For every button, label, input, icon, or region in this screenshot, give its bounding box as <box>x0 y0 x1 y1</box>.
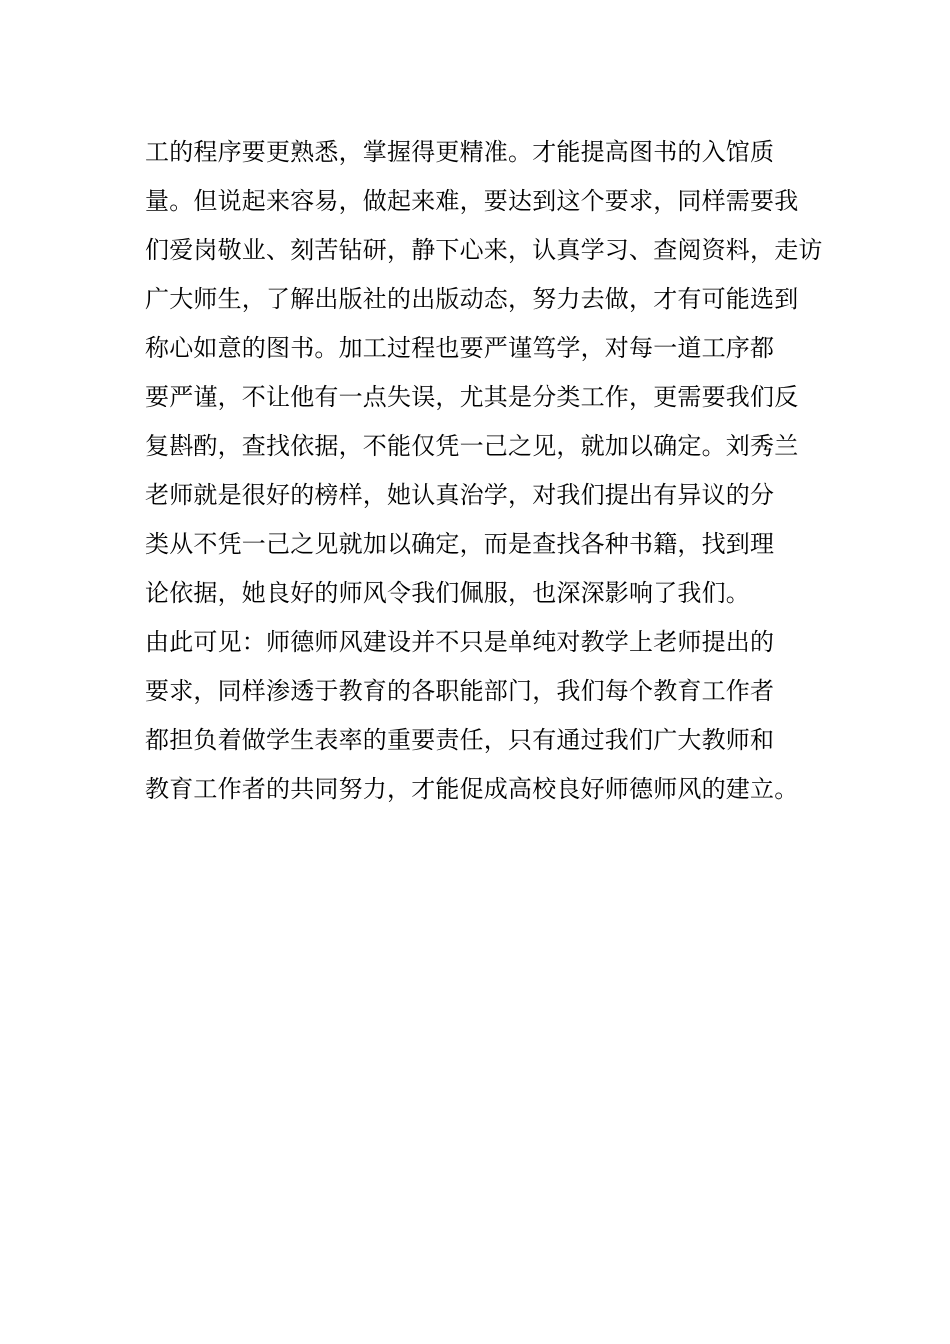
body-text <box>145 128 865 814</box>
text-line: 量。但说起来容易，做起来难，要达到这个要求，同样需要我 <box>145 187 799 215</box>
text-line: 由此可见：师德师风建设并不只是单纯对教学上老师提出的 <box>145 628 775 656</box>
paragraph-1 <box>145 128 865 618</box>
text-line: 都担负着做学生表率的重要责任，只有通过我们广大教师和 <box>145 726 775 754</box>
text-line: 类从不凭一己之见就加以确定，而是查找各种书籍，找到理 <box>145 530 775 558</box>
text-line: 广大师生，了解出版社的出版动态，努力去做，才有可能选到 <box>145 285 799 313</box>
text-line: 论依据，她良好的师风令我们佩服，也深深影响了我们。 <box>145 579 750 607</box>
text-line: 要求，同样渗透于教育的各职能部门，我们每个教育工作者 <box>145 677 775 705</box>
text-line: 复斟酌，查找依据，不能仅凭一己之见，就加以确定。刘秀兰 <box>145 432 799 460</box>
text-line: 教育工作者的共同努力，才能促成高校良好师德师风的建立。 <box>145 775 799 803</box>
text-line: 老师就是很好的榜样，她认真治学，对我们提出有异议的分 <box>145 481 775 509</box>
text-line: 们爱岗敬业、刻苦钻研，静下心来，认真学习、查阅资料，走访 <box>145 236 823 264</box>
paragraph-2 <box>145 618 865 814</box>
text-line: 要严谨，不让他有一点失误，尤其是分类工作，更需要我们反 <box>145 383 799 411</box>
text-line: 称心如意的图书。加工过程也要严谨笃学，对每一道工序都 <box>145 334 775 362</box>
text-line: 工的程序要更熟悉，掌握得更精准。才能提高图书的入馆质 <box>145 138 775 166</box>
